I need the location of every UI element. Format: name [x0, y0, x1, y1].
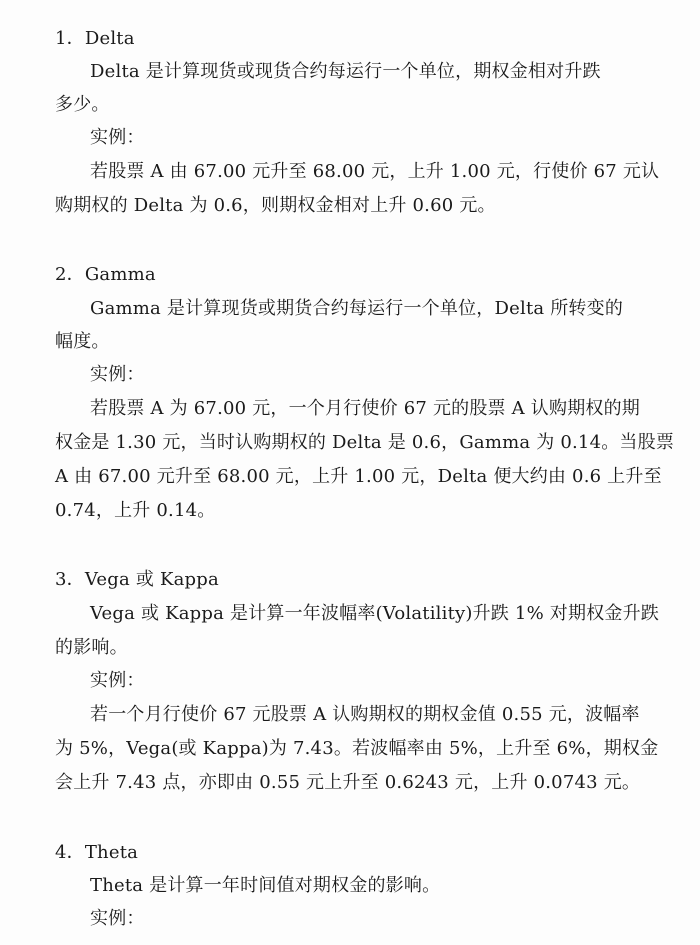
delta-example-line-1: 若股票 A 由 67.00 元升至 68.00 元，上升 1.00 元，行使价 67 元认 — [90, 161, 660, 182]
delta-example-label: 实例： — [90, 127, 145, 148]
vega-example-label: 实例： — [90, 670, 145, 691]
gamma-example-label: 实例： — [90, 364, 145, 385]
gamma-example-line-2: 权金是 1.30 元，当时认购期权的 Delta 是 0.6，Gamma 为 0.14。当股票 — [55, 432, 675, 453]
delta-definition-line-2: 多少。 — [55, 94, 110, 115]
section-heading-delta: 1．Delta — [55, 28, 135, 49]
gamma-example-line-3: A 由 67.00 元升至 68.00 元，上升 1.00 元，Delta 便大约由 0.6 上升至 — [55, 466, 662, 487]
section-heading-gamma: 2．Gamma — [55, 264, 156, 285]
section-heading-theta: 4．Theta — [55, 842, 139, 863]
gamma-definition-line-1: Gamma 是计算现货或期货合约每运行一个单位，Delta 所转变的 — [90, 298, 624, 319]
section-heading-vega-kappa: 3．Vega 或 Kappa — [55, 569, 219, 590]
gamma-example-line-4: 0.74，上升 0.14。 — [55, 500, 216, 521]
gamma-definition-line-2: 幅度。 — [55, 331, 110, 352]
gamma-example-line-1: 若股票 A 为 67.00 元，一个月行使价 67 元的股票 A 认购期权的期 — [90, 398, 641, 419]
delta-example-line-2: 购期权的 Delta 为 0.6，则期权金相对上升 0.60 元。 — [55, 195, 496, 216]
vega-example-line-1: 若一个月行使价 67 元股票 A 认购期权的期权金值 0.55 元，波幅率 — [90, 704, 640, 725]
delta-definition-line-1: Delta 是计算现货或现货合约每运行一个单位，期权金相对升跌 — [90, 61, 601, 82]
vega-definition-line-1: Vega 或 Kappa 是计算一年波幅率(Volatility)升跌 1% 对期权金升跌 — [90, 603, 659, 624]
vega-definition-line-2: 的影响。 — [55, 637, 128, 658]
theta-definition-line-1: Theta 是计算一年时间值对期权金的影响。 — [90, 875, 441, 896]
vega-example-line-2: 为 5%，Vega(或 Kappa)为 7.43。若波幅率由 5%，上升至 6%，期权金 — [55, 738, 659, 759]
theta-example-label: 实例： — [90, 908, 145, 929]
vega-example-line-3: 会上升 7.43 点，亦即由 0.55 元上升至 0.6243 元，上升 0.0743 元。 — [55, 772, 641, 793]
